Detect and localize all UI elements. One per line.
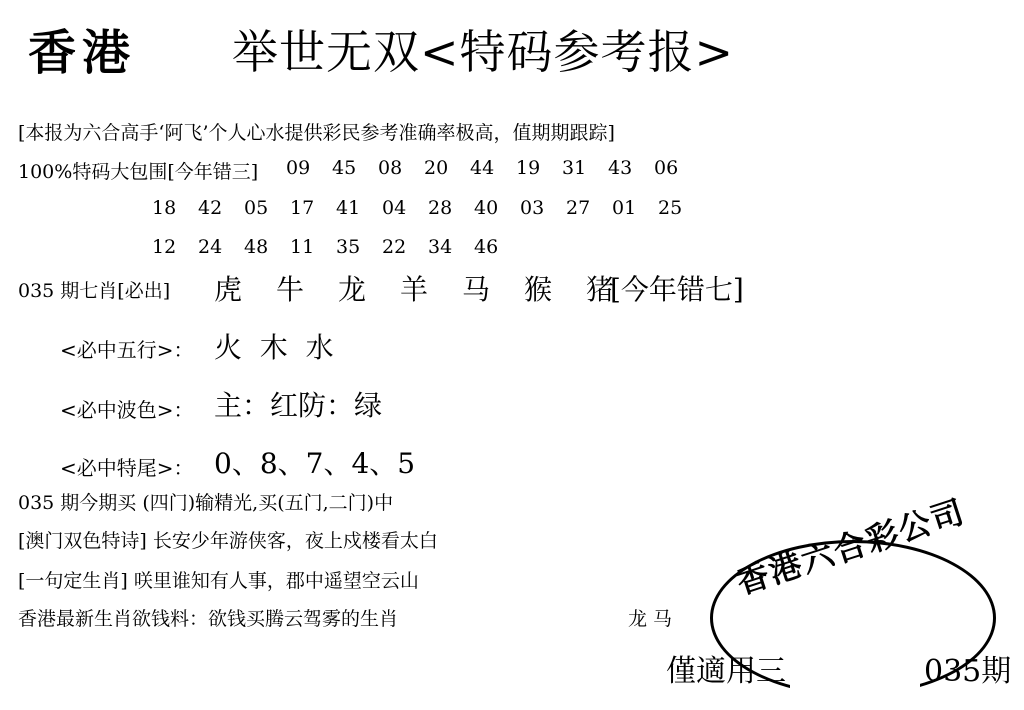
number-cell: 48 bbox=[244, 236, 269, 258]
poem-text: [澳门双色特诗] 长安少年游侠客，夜上戍楼看太白 bbox=[18, 530, 438, 552]
number-cell: 20 bbox=[424, 157, 449, 179]
stamp-text: 香港六合彩公司 bbox=[731, 492, 970, 602]
number-cell: 42 bbox=[198, 197, 223, 219]
number-cell: 41 bbox=[336, 197, 361, 219]
phrase-text: [一句定生肖] 咲里谁知有人事，郡中遥望空云山 bbox=[18, 570, 419, 592]
number-cell: 22 bbox=[382, 236, 407, 258]
number-cell: 25 bbox=[658, 197, 683, 219]
elements-label: <必中五行>： bbox=[60, 338, 194, 362]
wave-value: 主：红防：绿 bbox=[214, 389, 383, 422]
buy-text: 035 期今期买 (四门)输精光,买(五门,二门)中 bbox=[18, 492, 394, 514]
number-cell: 46 bbox=[474, 236, 499, 258]
number-cell: 27 bbox=[566, 197, 591, 219]
number-cell: 12 bbox=[152, 236, 177, 258]
zodiac-item: 龙 bbox=[338, 273, 367, 306]
latest-label: 香港最新生肖欲钱料：欲钱买腾云驾雾的生肖 bbox=[18, 608, 399, 630]
package-row-2 bbox=[152, 197, 704, 219]
number-cell: 11 bbox=[290, 236, 315, 258]
tail-label: <必中特尾>： bbox=[60, 456, 194, 480]
number-cell: 34 bbox=[428, 236, 453, 258]
package-row-3 bbox=[152, 236, 520, 258]
number-cell: 40 bbox=[474, 197, 499, 219]
zodiac-item: 猴 bbox=[524, 273, 553, 306]
zodiac-item: 羊 bbox=[400, 273, 429, 306]
number-cell: 43 bbox=[608, 157, 633, 179]
title-right: 举世无双<特码参考报> bbox=[232, 25, 735, 79]
intro-text: [本报为六合高手‘阿飞’个人心水提供彩民参考准确率极高，值期期跟踪] bbox=[18, 122, 615, 144]
zodiac-item: 牛 bbox=[276, 273, 305, 306]
zodiac-item: 猪 bbox=[586, 273, 615, 306]
zodiac-label: 035 期七肖[必出] bbox=[18, 280, 171, 302]
package-label: 100%特码大包围[今年错三] bbox=[18, 161, 259, 183]
number-cell: 28 bbox=[428, 197, 453, 219]
number-cell: 01 bbox=[612, 197, 637, 219]
title-left: 香港 bbox=[28, 25, 137, 81]
wave-label: <必中波色>： bbox=[60, 398, 194, 422]
tail-value: 0、8、7、4、5 bbox=[214, 447, 416, 480]
zodiac-item: 马 bbox=[462, 273, 491, 306]
number-cell: 08 bbox=[378, 157, 403, 179]
number-cell: 44 bbox=[470, 157, 495, 179]
number-cell: 35 bbox=[336, 236, 361, 258]
elements-value: 火 木 水 bbox=[214, 331, 334, 364]
number-cell: 18 bbox=[152, 197, 177, 219]
stamp-overlap bbox=[790, 640, 920, 700]
footer-left: 僅適用三 bbox=[666, 654, 786, 689]
package-row-1 bbox=[286, 157, 700, 179]
number-cell: 09 bbox=[286, 157, 311, 179]
zodiac-list bbox=[214, 268, 614, 308]
number-cell: 45 bbox=[332, 157, 357, 179]
number-cell: 24 bbox=[198, 236, 223, 258]
zodiac-note: [今年错七] bbox=[610, 273, 744, 306]
zodiac-item: 虎 bbox=[214, 273, 243, 306]
number-cell: 31 bbox=[562, 157, 587, 179]
footer-right: 035期 bbox=[924, 654, 1012, 689]
number-cell: 04 bbox=[382, 197, 407, 219]
number-cell: 03 bbox=[520, 197, 545, 219]
number-cell: 06 bbox=[654, 157, 679, 179]
number-cell: 19 bbox=[516, 157, 541, 179]
number-cell: 17 bbox=[290, 197, 315, 219]
number-cell: 05 bbox=[244, 197, 269, 219]
latest-answer: 龙 马 bbox=[628, 608, 673, 630]
